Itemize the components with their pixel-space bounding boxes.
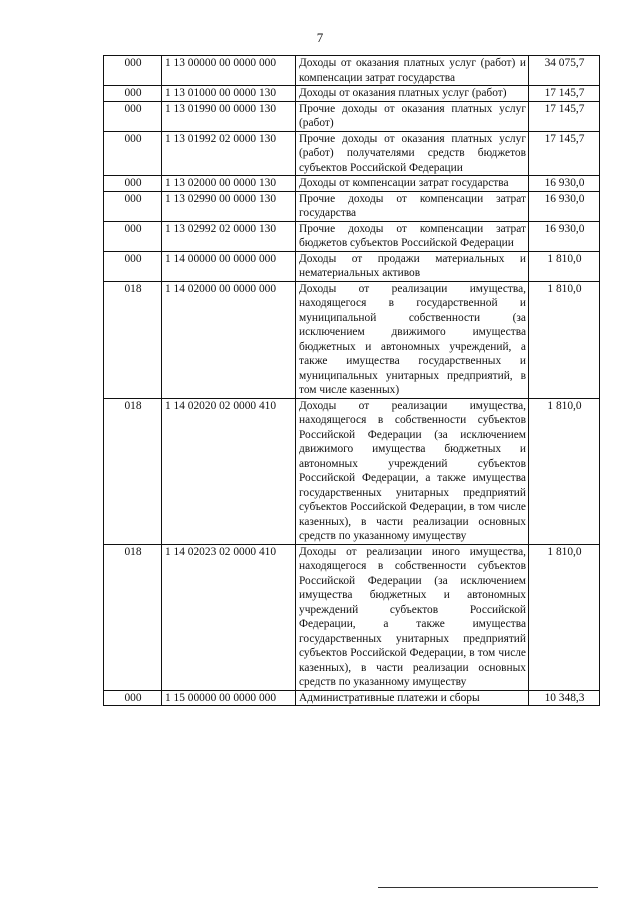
revenue-name-cell: Доходы от реализации иного имущества, находящегося в собственности субъектов Российской Федерации (за исключением имущества бюджетных и автономных учреждений субъектов Российской Федерации, а также имущества государственных унитарных предприятий субъектов Российской Федерации, в том числе казенных), в части реализации основных средств по указанному имуществу (296, 544, 529, 690)
classification-code-cell: 1 14 02000 00 0000 000 (162, 281, 296, 398)
amount-cell: 10 348,3 (529, 690, 600, 706)
table-row (104, 131, 600, 176)
classification-code-cell: 1 13 01992 02 0000 130 (162, 131, 296, 176)
revenue-name-cell: Прочие доходы от компенсации затрат государства (296, 191, 529, 221)
table-row (104, 398, 600, 544)
amount-cell: 1 810,0 (529, 544, 600, 690)
admin-code-cell: 000 (104, 191, 162, 221)
amount-cell: 34 075,7 (529, 56, 600, 86)
classification-code-cell: 1 13 00000 00 0000 000 (162, 56, 296, 86)
table-row (104, 281, 600, 398)
classification-code-cell: 1 14 00000 00 0000 000 (162, 251, 296, 281)
revenue-name-cell: Прочие доходы от компенсации затрат бюджетов субъектов Российской Федерации (296, 221, 529, 251)
classification-code-cell: 1 14 02020 02 0000 410 (162, 398, 296, 544)
table-row (104, 176, 600, 192)
amount-cell: 1 810,0 (529, 251, 600, 281)
admin-code-cell: 000 (104, 56, 162, 86)
amount-cell: 17 145,7 (529, 101, 600, 131)
revenue-name-cell: Доходы от оказания платных услуг (работ) и компенсации затрат государства (296, 56, 529, 86)
amount-cell: 16 930,0 (529, 176, 600, 192)
page-number: 7 (316, 30, 324, 45)
table-row (104, 101, 600, 131)
amount-cell: 1 810,0 (529, 281, 600, 398)
admin-code-cell: 018 (104, 398, 162, 544)
table-row (104, 221, 600, 251)
admin-code-cell: 018 (104, 544, 162, 690)
admin-code-cell: 018 (104, 281, 162, 398)
table-row (104, 251, 600, 281)
revenue-name-cell: Доходы от оказания платных услуг (работ) (296, 86, 529, 102)
amount-cell: 16 930,0 (529, 221, 600, 251)
revenue-name-cell: Административные платежи и сборы (296, 690, 529, 706)
admin-code-cell: 000 (104, 101, 162, 131)
amount-cell: 17 145,7 (529, 86, 600, 102)
amount-cell: 17 145,7 (529, 131, 600, 176)
admin-code-cell: 000 (104, 86, 162, 102)
admin-code-cell: 000 (104, 251, 162, 281)
revenue-name-cell: Доходы от реализации имущества, находящегося в собственности субъектов Российской Федерации (за исключением движимого имущества бюджетных и автономных учреждений субъектов Российской Федерации, а также имущества государственных унитарных предприятий субъектов Российской Федерации, в том числе казенных), в части реализации основных средств по указанному имуществу (296, 398, 529, 544)
table-row (104, 544, 600, 690)
admin-code-cell: 000 (104, 131, 162, 176)
revenue-name-cell: Доходы от реализации имущества, находящегося в государственной и муниципальной собственности (за исключением движимого имущества бюджетных и автономных учреждений, а также имущества государственных и муниципальных унитарных предприятий, в том числе казенных) (296, 281, 529, 398)
classification-code-cell: 1 13 02000 00 0000 130 (162, 176, 296, 192)
revenue-name-cell: Прочие доходы от оказания платных услуг (работ) получателями средств бюджетов субъектов Российской Федерации (296, 131, 529, 176)
revenue-name-cell: Доходы от продажи материальных и нематериальных активов (296, 251, 529, 281)
table-row (104, 56, 600, 86)
amount-cell: 16 930,0 (529, 191, 600, 221)
classification-code-cell: 1 13 01990 00 0000 130 (162, 101, 296, 131)
admin-code-cell: 000 (104, 690, 162, 706)
table-row (104, 690, 600, 706)
table-row (104, 191, 600, 221)
classification-code-cell: 1 15 00000 00 0000 000 (162, 690, 296, 706)
revenue-name-cell: Прочие доходы от оказания платных услуг (работ) (296, 101, 529, 131)
amount-cell: 1 810,0 (529, 398, 600, 544)
footer-divider (378, 887, 598, 888)
classification-code-cell: 1 13 02990 00 0000 130 (162, 191, 296, 221)
budget-revenue-table (103, 55, 600, 706)
admin-code-cell: 000 (104, 176, 162, 192)
admin-code-cell: 000 (104, 221, 162, 251)
table-row (104, 86, 600, 102)
classification-code-cell: 1 14 02023 02 0000 410 (162, 544, 296, 690)
classification-code-cell: 1 13 02992 02 0000 130 (162, 221, 296, 251)
revenue-name-cell: Доходы от компенсации затрат государства (296, 176, 529, 192)
classification-code-cell: 1 13 01000 00 0000 130 (162, 86, 296, 102)
